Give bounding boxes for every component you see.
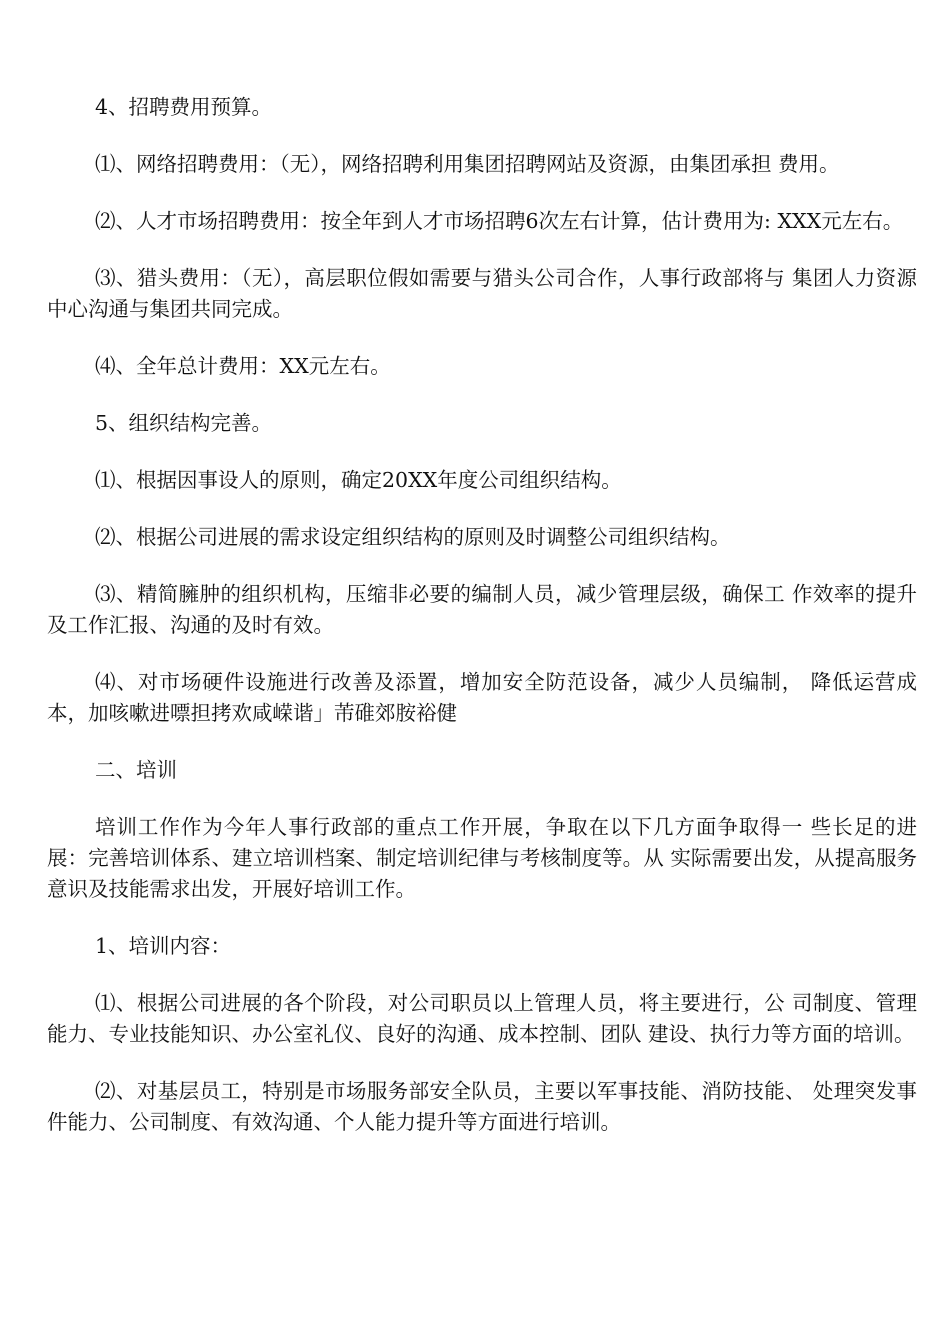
paragraph-headhunter-cost: ⑶、猎头费用：（无），高层职位假如需要与猎头公司合作，人事行政部将与 集团人力资源中心沟通与集团共同完成。 bbox=[47, 266, 917, 321]
heading-recruitment-budget: 4、招聘费用预算。 bbox=[95, 95, 273, 119]
paragraph-online-recruitment-cost: ⑴、网络招聘费用：（无），网络招聘利用集团招聘网站及资源，由集团承担 费用。 bbox=[95, 152, 840, 176]
paragraph-staff-training: ⑵、对基层员工，特别是市场服务部安全队员，主要以军事技能、消防技能、 处理突发事件能力、公司制度、有效沟通、个人能力提升等方面进行培训。 bbox=[47, 1079, 917, 1134]
paragraph-hardware-improvement: ⑷、对市场硬件设施进行改善及添置，增加安全防范设备，减少人员编制， 降低运营成本，加咳嗽进嘌担拷欢咸嵘谐」芾碓郊胺裕健 bbox=[47, 670, 917, 725]
paragraph-total-cost: ⑷、全年总计费用：XX元左右。 bbox=[95, 354, 391, 378]
heading-training-content: 1、培训内容： bbox=[95, 934, 232, 958]
paragraph-management-training: ⑴、根据公司进展的各个阶段，对公司职员以上管理人员，将主要进行，公 司制度、管理能力、专业技能知识、办公室礼仪、良好的沟通、成本控制、团队 建设、执行力等方面的培训。 bbox=[47, 991, 917, 1046]
paragraph-training-intro: 培训工作作为今年人事行政部的重点工作开展，争取在以下几方面争取得一 些长足的进展：完善培训体系、建立培训档案、制定培训纪律与考核制度等。从 实际需要出发，从提高服务意识及技能需求出发，开展好培训工作。 bbox=[47, 815, 917, 901]
paragraph-org-principle: ⑴、根据因事设人的原则，确定20XX年度公司组织结构。 bbox=[95, 468, 622, 492]
heading-training: 二、培训 bbox=[95, 758, 177, 782]
paragraph-talent-market-cost: ⑵、人才市场招聘费用：按全年到人才市场招聘6次左右计算，估计费用为: XXX元左右。 bbox=[95, 209, 904, 233]
document-body bbox=[47, 92, 917, 1164]
paragraph-org-adjustment: ⑵、根据公司进展的需求设定组织结构的原则及时调整公司组织结构。 bbox=[95, 525, 731, 549]
paragraph-org-streamline: ⑶、精简臃肿的组织机构，压缩非必要的编制人员，减少管理层级，确保工 作效率的提升及工作汇报、沟通的及时有效。 bbox=[47, 582, 917, 637]
heading-org-structure: 5、组织结构完善。 bbox=[95, 411, 273, 435]
